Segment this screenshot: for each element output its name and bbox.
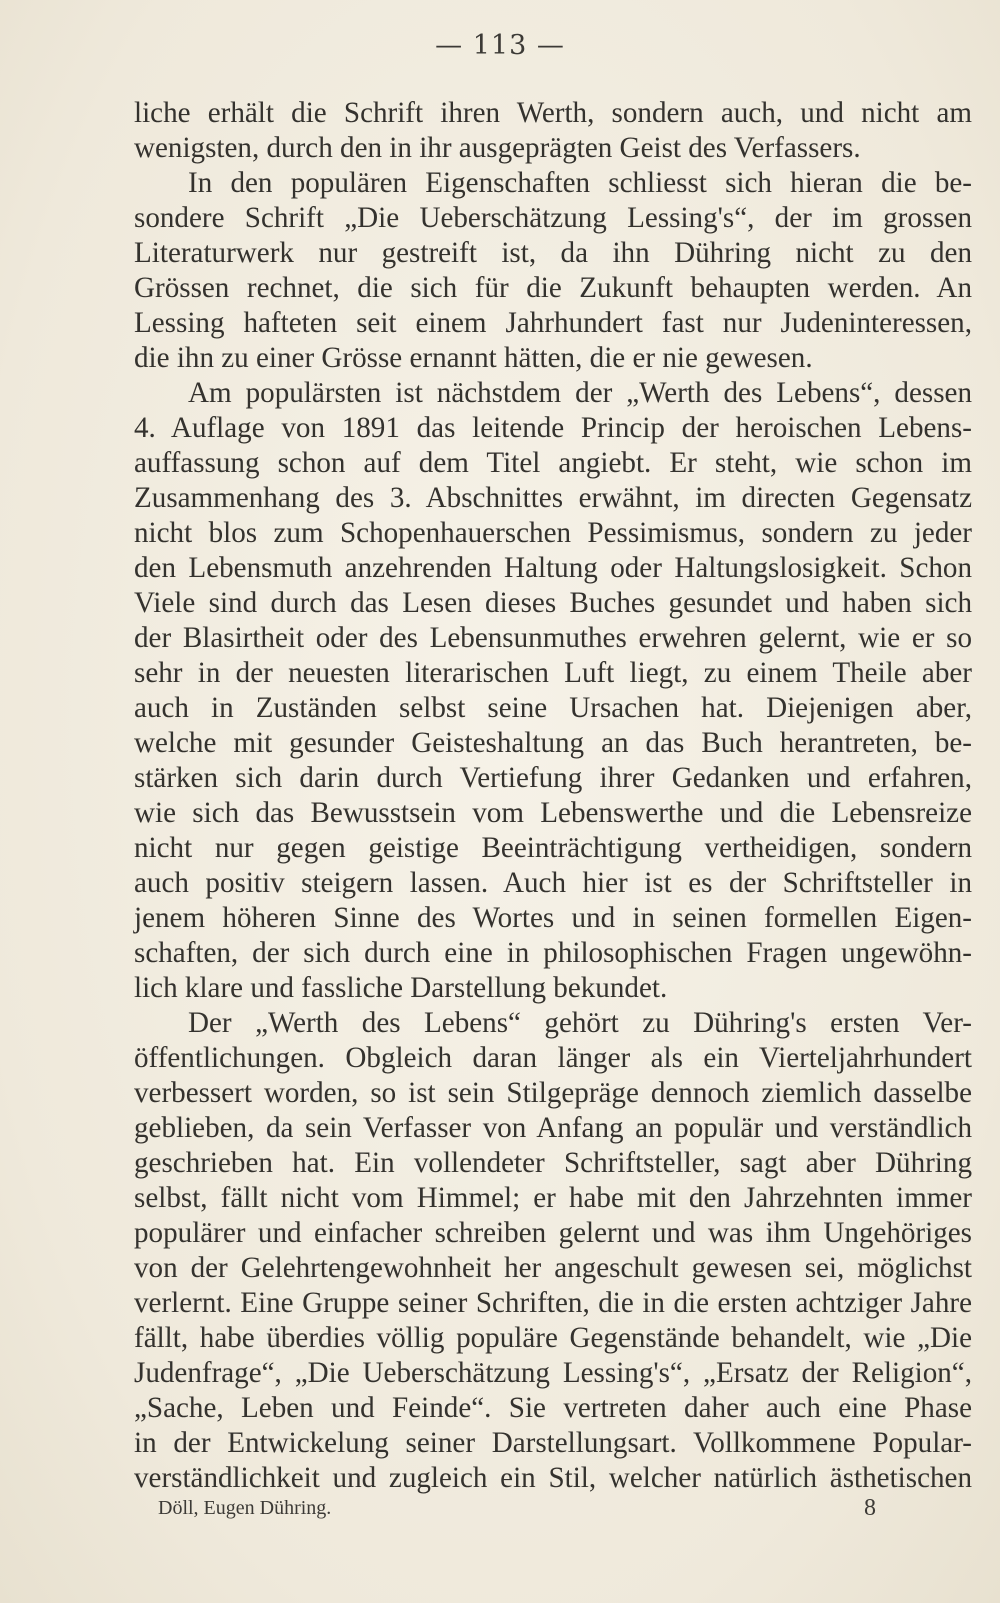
text-line: den Lebensmuth anzehrenden Haltung oder Haltungslosigkeit. Schon <box>134 552 972 584</box>
text-line: geschrieben hat. Ein vollendeter Schriftsteller, sagt aber Dühring <box>134 1147 972 1179</box>
text-line: populärer und einfacher schreiben gelernt und was ihm Ungehöriges <box>134 1217 972 1249</box>
page-number: — 113 — <box>435 30 565 61</box>
text-line: Am populärsten ist nächstdem der „Werth des Lebens“, dessen <box>188 377 972 409</box>
text-line: selbst, fällt nicht vom Himmel; er habe mit den Jahrzehnten immer <box>134 1182 972 1214</box>
text-line: lich klare und fassliche Darstellung bekundet. <box>134 972 668 1004</box>
text-line: Judenfrage“, „Die Ueberschätzung Lessing's“, „Ersatz der Religion“, <box>134 1357 972 1389</box>
text-line: nicht nur gegen geistige Beeinträchtigung vertheidigen, sondern <box>134 832 972 864</box>
text-line: sehr in der neuesten literarischen Luft liegt, zu einem Theile aber <box>134 657 972 689</box>
text-line: der Blasirtheit oder des Lebensunmuthes erwehren gelernt, wie er so <box>134 622 972 654</box>
text-line: 4. Auflage von 1891 das leitende Princip der heroischen Lebens- <box>134 412 972 444</box>
text-line: welche mit gesunder Geisteshaltung an das Buch herantreten, be- <box>134 727 972 759</box>
text-line: auffassung schon auf dem Titel angiebt. Er steht, wie schon im <box>134 447 972 479</box>
text-line: wenigsten, durch den in ihr ausgeprägten Geist des Verfassers. <box>134 132 861 164</box>
text-line: von der Gelehrtengewohnheit her angeschult gewesen sei, möglichst <box>134 1252 972 1284</box>
text-line: schaften, der sich durch eine in philosophischen Fragen ungewöhn- <box>134 937 972 969</box>
text-line: In den populären Eigenschaften schliesst sich hieran die be- <box>188 167 972 199</box>
text-line: die ihn zu einer Grösse ernannt hätten, die er nie gewesen. <box>134 342 813 374</box>
text-line: verbessert worden, so ist sein Stilgepräge dennoch ziemlich dasselbe <box>134 1077 972 1109</box>
signature-mark: Döll, Eugen Dühring. <box>158 1497 332 1519</box>
text-line: fällt, habe überdies völlig populäre Gegenstände behandelt, wie „Die <box>134 1322 972 1354</box>
body-text <box>134 96 972 1496</box>
text-line: wie sich das Bewusstsein vom Lebenswerthe und die Lebensreize <box>134 797 972 829</box>
text-line: nicht blos zum Schopenhauerschen Pessimismus, sondern zu jeder <box>134 517 972 549</box>
text-line: Viele sind durch das Lesen dieses Buches gesundet und haben sich <box>134 587 972 619</box>
sheet-number: 8 <box>864 1495 876 1521</box>
text-line: Der „Werth des Lebens“ gehört zu Dühring's ersten Ver- <box>188 1007 972 1039</box>
text-line: Lessing hafteten seit einem Jahrhundert fast nur Judeninteressen, <box>134 307 972 339</box>
text-line: Grössen rechnet, die sich für die Zukunft behaupten werden. An <box>134 272 972 304</box>
text-line: verlernt. Eine Gruppe seiner Schriften, die in die ersten achtziger Jahre <box>134 1287 972 1319</box>
text-line: verständlichkeit und zugleich ein Stil, welcher natürlich ästhetischen <box>134 1462 972 1494</box>
text-line: Literaturwerk nur gestreift ist, da ihn Dühring nicht zu den <box>134 237 972 269</box>
text-line: öffentlichungen. Obgleich daran länger als ein Vierteljahrhundert <box>134 1042 972 1074</box>
text-line: stärken sich darin durch Vertiefung ihrer Gedanken und erfahren, <box>134 762 972 794</box>
text-line: in der Entwickelung seiner Darstellungsart. Vollkommene Popular- <box>134 1427 972 1459</box>
text-line: jenem höheren Sinne des Wortes und in seinen formellen Eigen- <box>134 902 972 934</box>
text-line: geblieben, da sein Verfasser von Anfang an populär und verständlich <box>134 1112 972 1144</box>
text-line: auch positiv steigern lassen. Auch hier ist es der Schriftsteller in <box>134 867 972 899</box>
text-line: sondere Schrift „Die Ueberschätzung Lessing's“, der im grossen <box>134 202 972 234</box>
text-line: Zusammenhang des 3. Abschnittes erwähnt, im directen Gegensatz <box>134 482 972 514</box>
text-line: liche erhält die Schrift ihren Werth, sondern auch, und nicht am <box>134 97 972 129</box>
text-line: auch in Zuständen selbst seine Ursachen hat. Diejenigen aber, <box>134 692 972 724</box>
text-line: „Sache, Leben und Feinde“. Sie vertreten daher auch eine Phase <box>134 1392 972 1424</box>
